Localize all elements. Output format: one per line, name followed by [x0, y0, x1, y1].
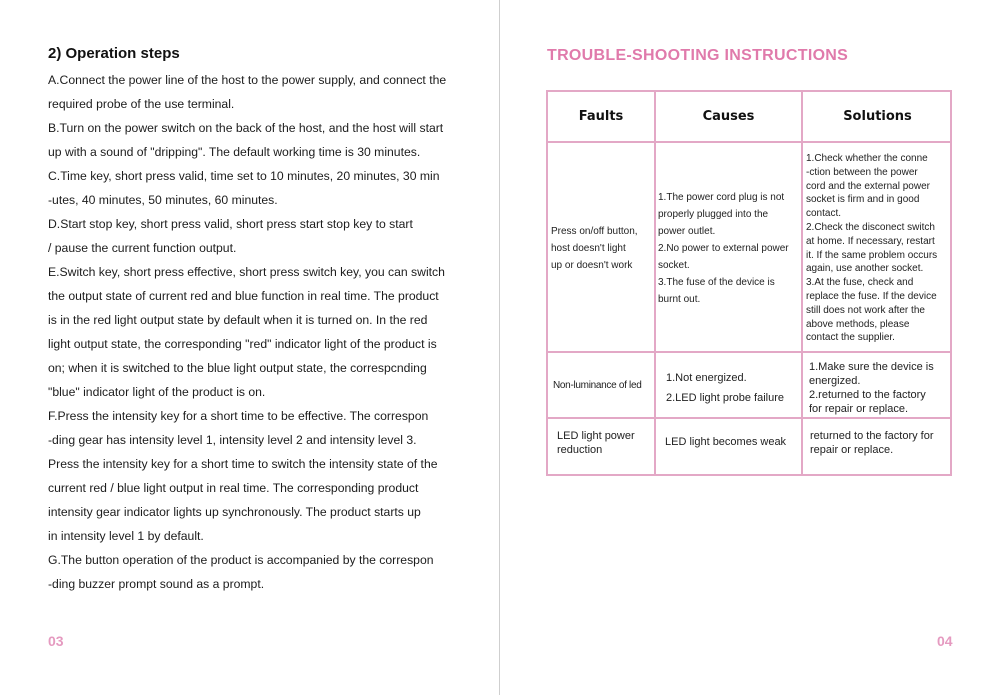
- cell-line: replace the fuse. If the device: [806, 290, 937, 302]
- cell-line: Non-luminance of led: [553, 379, 642, 391]
- step-line: intensity gear indicator lights up synchronously. The product starts up: [48, 505, 421, 519]
- cell-line: still does not work after the: [806, 304, 925, 316]
- cell-line: cord and the external power: [806, 180, 930, 192]
- cell-line: 1.Check whether the conne: [806, 153, 928, 164]
- cell-line: 1.Not energized.: [666, 372, 747, 384]
- cell-line: 2.No power to external power: [658, 243, 789, 254]
- solutions-cell: [810, 429, 950, 457]
- cell-line: it. If the same problem occurs: [806, 249, 938, 261]
- header-causes: Causes: [702, 109, 755, 124]
- step-line: is in the red light output state by default when it is turned on. In the red: [48, 313, 428, 327]
- cell-line: 3.At the fuse, check and: [806, 277, 914, 289]
- cell-line: up or doesn't work: [551, 260, 633, 271]
- step-line: E.Switch key, short press effective, short press switch key, you can switch: [48, 265, 445, 279]
- cell-line: at home. If necessary, restart: [806, 235, 935, 247]
- cell-line: repair or replace.: [810, 444, 894, 456]
- cell-line: LED light power: [557, 430, 635, 442]
- page-number: 04: [937, 633, 953, 649]
- causes-cell: [666, 368, 801, 408]
- step-line: Press the intensity key for a short time to switch the intensity state of the: [48, 457, 438, 471]
- solutions-cell: [806, 152, 952, 345]
- solutions-cell: [809, 360, 949, 416]
- step-line: the output state of current red and blue function in real time. The product: [48, 289, 439, 303]
- cell-line: host doesn't light: [551, 243, 626, 254]
- cell-line: 1.The power cord plug is not: [658, 192, 785, 203]
- right-page: [500, 0, 1000, 695]
- step-line: B.Turn on the power switch on the back of the host, and the host will start: [48, 121, 444, 135]
- troubleshooting-table: [546, 90, 952, 476]
- operation-steps: [48, 68, 478, 596]
- step-line: on; when it is switched to the blue light output state, the correspcnding: [48, 361, 427, 375]
- fault-cell: [557, 429, 653, 457]
- cell-line: contact the supplier.: [806, 332, 895, 344]
- header-solutions: Solutions: [843, 109, 912, 124]
- cell-line: socket.: [658, 260, 690, 271]
- fault-cell: [551, 223, 653, 274]
- header-faults: Faults: [578, 109, 624, 124]
- cell-line: reduction: [557, 444, 603, 456]
- cell-line: 2.Check the disconect switch: [806, 221, 935, 233]
- causes-cell: [665, 435, 801, 449]
- row-divider: [548, 417, 950, 419]
- cell-line: 1.Make sure the device is: [809, 361, 934, 373]
- step-line: F.Press the intensity key for a short time to be effective. The correspon: [48, 409, 429, 423]
- cell-line: again, use another socket.: [806, 263, 924, 275]
- step-line: / pause the current function output.: [48, 241, 237, 255]
- section-title: 2) Operation steps: [48, 45, 180, 62]
- cell-line: 3.The fuse of the device is: [658, 277, 775, 288]
- cell-line: contact.: [806, 208, 842, 220]
- cell-line: Press on/off button,: [551, 226, 638, 237]
- step-line: required probe of the use terminal.: [48, 97, 235, 111]
- cell-line: above methods, please: [806, 318, 910, 330]
- causes-cell: [658, 189, 801, 308]
- troubleshooting-title: TROUBLE-SHOOTING INSTRUCTIONS: [547, 47, 849, 64]
- page-number: 03: [48, 633, 64, 649]
- cell-line: returned to the factory for: [810, 430, 934, 442]
- step-line: "blue" indicator light of the product is on.: [48, 385, 266, 399]
- fault-cell: [553, 353, 653, 417]
- step-line: A.Connect the power line of the host to the power supply, and connect the: [48, 73, 447, 87]
- cell-line: for repair or replace.: [809, 403, 909, 415]
- cell-line: 2.returned to the factory: [809, 389, 926, 401]
- cell-line: burnt out.: [658, 294, 701, 305]
- step-line: D.Start stop key, short press valid, short press start stop key to start: [48, 217, 413, 231]
- row-divider: [548, 141, 950, 143]
- cell-line: LED light becomes weak: [665, 436, 787, 448]
- step-line: -ding gear has intensity level 1, intensity level 2 and intensity level 3.: [48, 433, 417, 447]
- cell-line: 2.LED light probe failure: [666, 392, 785, 404]
- cell-line: energized.: [809, 375, 861, 387]
- step-line: light output state, the corresponding "red" indicator light of the product is: [48, 337, 437, 351]
- step-line: in intensity level 1 by default.: [48, 529, 204, 543]
- step-line: -ding buzzer prompt sound as a prompt.: [48, 577, 265, 591]
- step-line: up with a sound of "dripping". The default working time is 30 minutes.: [48, 145, 421, 159]
- cell-line: properly plugged into the: [658, 209, 769, 220]
- step-line: -utes, 40 minutes, 50 minutes, 60 minutes.: [48, 193, 278, 207]
- cell-line: power outlet.: [658, 226, 716, 237]
- step-line: C.Time key, short press valid, time set to 10 minutes, 20 minutes, 30 min: [48, 169, 440, 183]
- cell-line: -ction between the power: [806, 166, 918, 178]
- step-line: current red / blue light output in real time. The corresponding product: [48, 481, 419, 495]
- cell-line: socket is firm and in good: [806, 194, 920, 206]
- step-line: G.The button operation of the product is accompanied by the correspon: [48, 553, 434, 567]
